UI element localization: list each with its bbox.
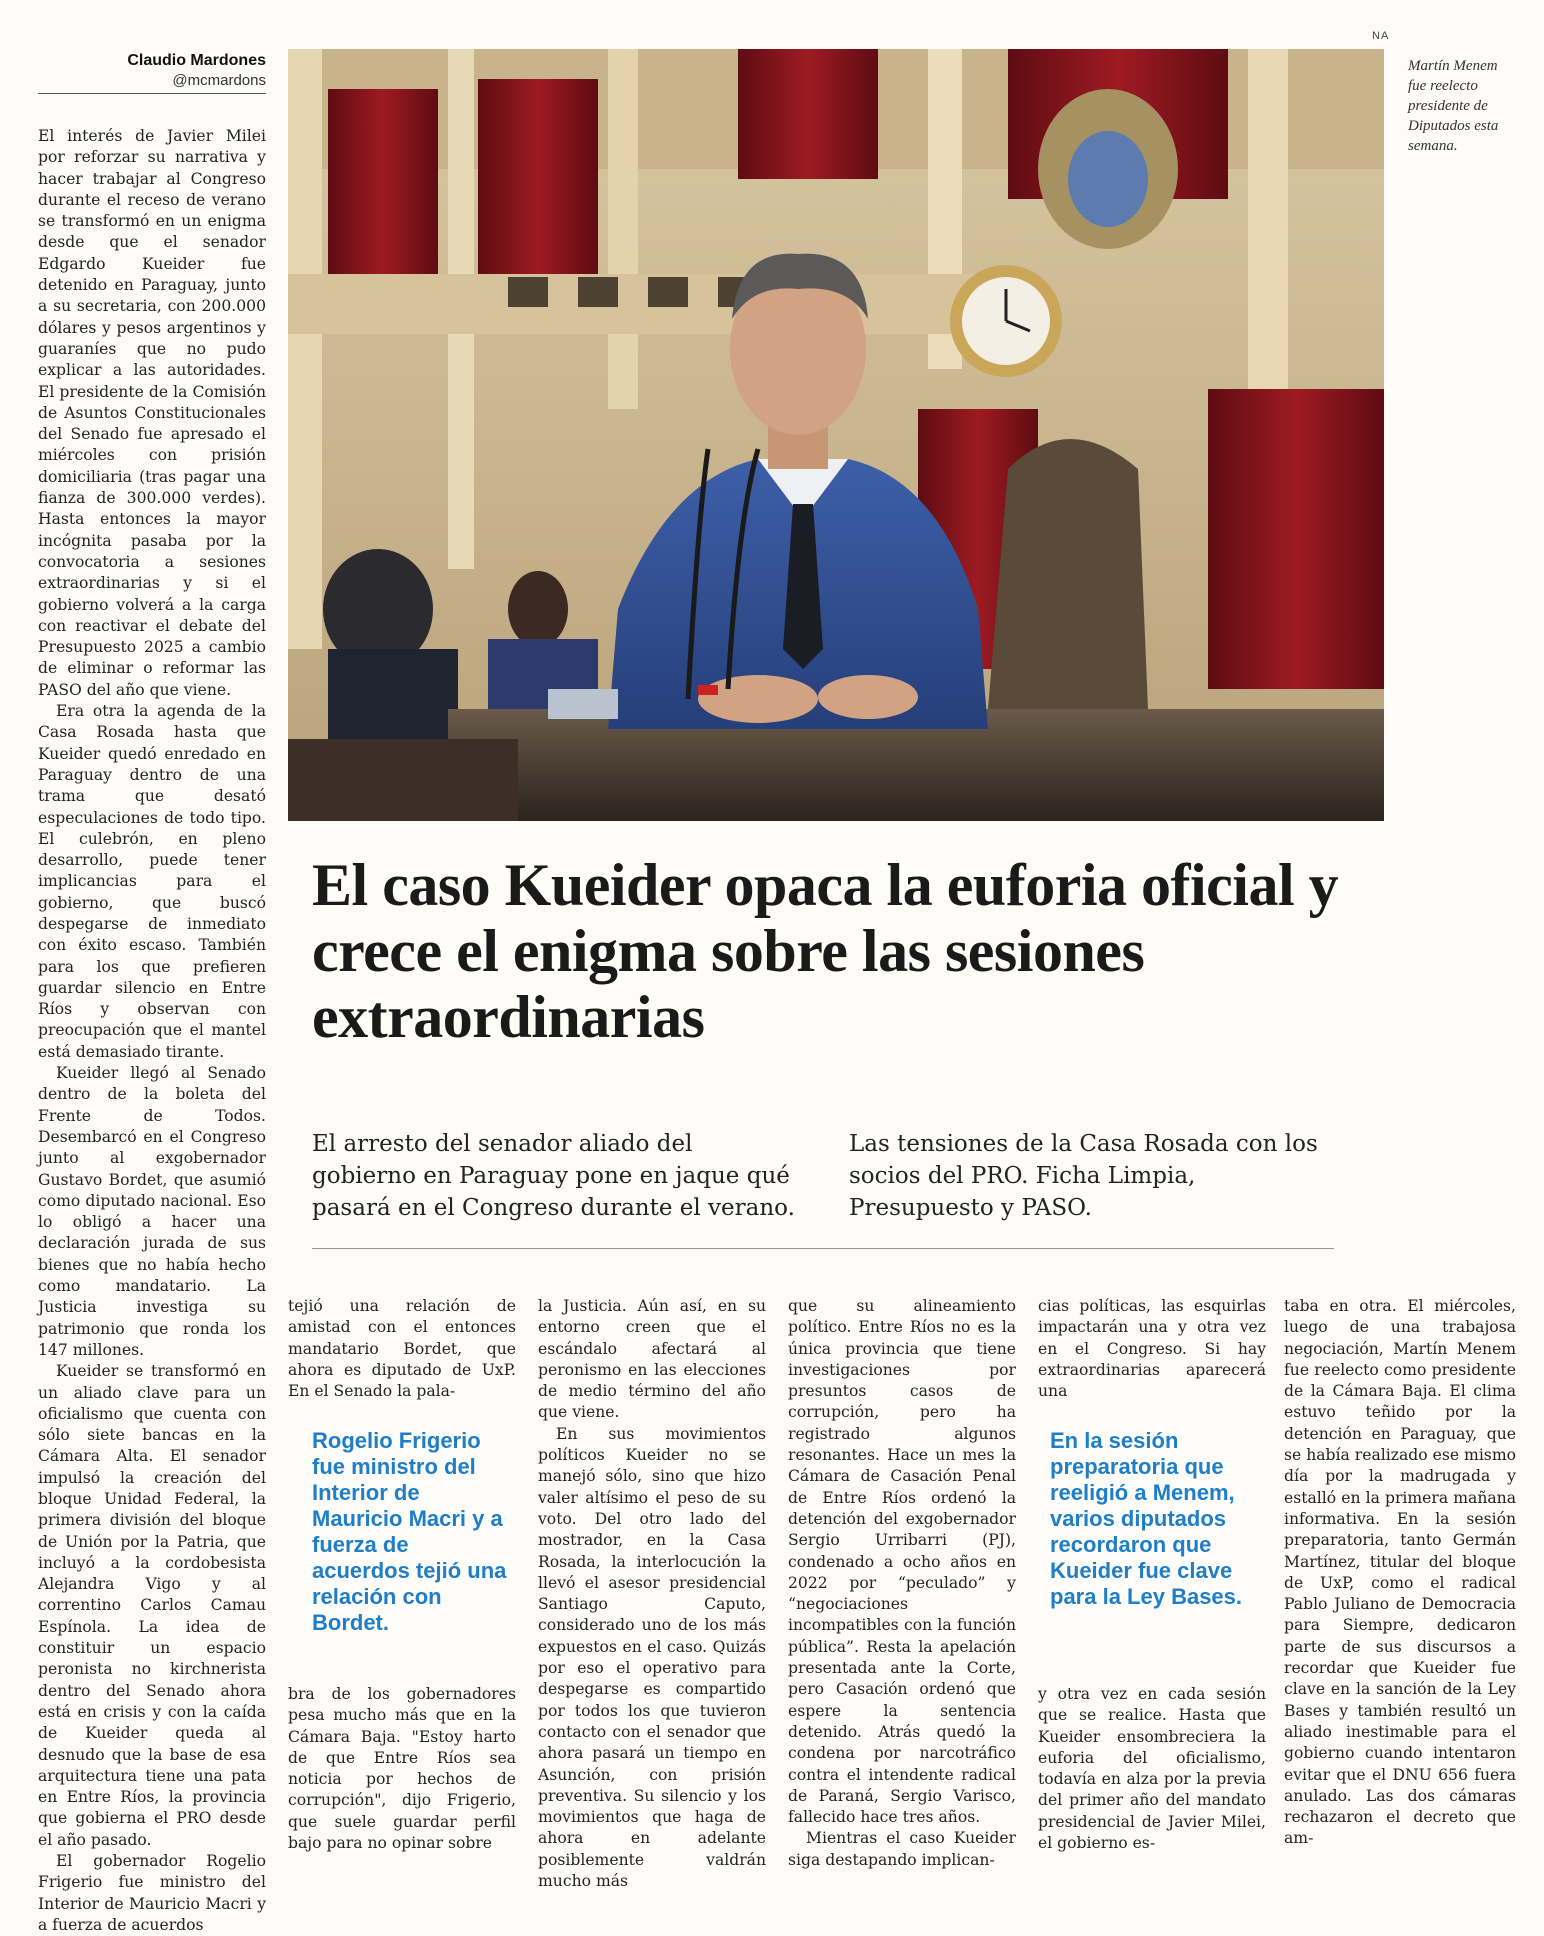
paragraph: que su alineamiento político. Entre Ríos no es la única provincia que tiene investigaciones por presuntos casos de corrupción, pero ha registrado algunos resonantes. Hace un mes la Cámara de Casación Penal de Entre Ríos ordenó la detención del exgobernador Sergio Urribarri (PJ), condenado a ocho años en 2022 por “peculado” y “negociaciones incompatibles con la función pública”. Resta la apelación presentada ante la Corte, pero Casación ordenó que espere la sentencia detenido. Atrás quedó la condena por narcotráfico contra el intendente radical de Paraná, Sergio Varisco, fallecido hace tres años. (788, 1297, 1016, 1827)
headline: El caso Kueider opaca la euforia oficial y crece el enigma sobre las sesiones extraordinarias (312, 852, 1339, 1050)
photo-caption: Martín Menem fue reelecto presidente de Diputados esta semana. (1408, 58, 1499, 154)
article-column-3 (538, 1296, 766, 1891)
paragraph: El interés de Javier Milei por reforzar su narrativa y hacer trabajar al Congreso durante el receso de verano se transformó en un enigma desde que el senador Edgardo Kueider fue detenido en Paraguay, junto a su secretaria, con 200.000 dólares y pesos argentinos y guaraníes que no pudo explicar a las autoridades. El presidente de la Comisión de Asuntos Constitucionales del Senado fue apresado el miércoles con prisión domiciliaria (tras pagar una fianza de 300.000 verdes). Hasta entonces la mayor incógnita pasaba por la convocatoria a sesiones extraordinarias y si el gobierno volverá a la carga con reactivar el debate del Presupuesto 2025 a cambio de eliminar o reformar las PASO del año que viene. (38, 127, 266, 699)
paragraph: taba en otra. El miércoles, luego de una trabajosa negociación, Martín Menem fue reelecto como presidente de la Cámara Baja. El clima estuvo teñido por la detención en Paraguay, que se había realizado ese mismo día por la madrugada y estalló en la primera mañana informativa. En la sesión preparatoria, tanto Germán Martínez, titular del bloque de UxP, como el radical Pablo Juliano de Democracia para Siempre, dedicaron parte de sus discursos a recordar que Kueider fue clave en la sanción de la Ley Bases y también resultó un aliado inestimable para el gobierno cuando intentaron evitar que el DNU 656 fuera anulado. Las dos cámaras rechazaron el decreto que am- (1284, 1297, 1516, 1848)
article-column-4 (788, 1296, 1016, 1874)
article-column-6 (1284, 1296, 1516, 1874)
deck-divider (312, 1248, 1334, 1249)
lead-photo (288, 49, 1384, 821)
paragraph: Mientras el caso Kueider siga destapando implican- (788, 1829, 1016, 1869)
paragraph: y otra vez en cada sesión que se realice. Hasta que Kueider ensombreciera la euforia del oficialismo, todavía en alza por la previa del primer año del mandato presidencial de Javier Milei, el gobierno es- (1038, 1685, 1266, 1853)
author-handle: @mcmardons (172, 72, 266, 89)
paragraph: Kueider se transformó en un aliado clave para un oficialismo que cuenta con sólo siete bancas en la Cámara Alta. El senador impulsó la creación del bloque Unidad Federal, la primera división del bloque de Unión por la Patria, que incluyó a la cordobesista Alejandra Vigo y al correntino Carlos Camau Espínola. La idea de constituir un espacio peronista no kirchnerista dentro del Senado ahora está en crisis y con la caída de Kueider queda al desnudo que la base de esa arquitectura tiene una pata en Entre Ríos, la provincia que gobierna el PRO desde el año pasado. (38, 1362, 266, 1849)
pull-quote: Rogelio Frigerio fue ministro del Interior de Mauricio Macri y a fuerza de acuerdos tejió una relación con Bordet. (312, 1428, 507, 1635)
pull-quote: En la sesión preparatoria que reeligió a Menem, varios diputados recordaron que Kueider fue clave para la Ley Bases. (1050, 1428, 1243, 1609)
paragraph: bra de los gobernadores pesa mucho más que en la Cámara Baja. "Estoy harto de que Entre Ríos sea noticia por hechos de corrupción", dijo Frigerio, que suele guardar perfil bajo para no opinar sobre (288, 1685, 516, 1853)
paragraph: En sus movimientos políticos Kueider no se manejó sólo, sino que hizo valer altísimo el peso de su voto. Del otro lado del mostrador, en la Casa Rosada, la interlocución la llevó el asesor presidencial Santiago Caputo, considerado uno de los más expuestos en el caso. Quizás por eso el operativo para despegarse es compartido por todos los que tuvieron contacto con el senador que ahora pasará un tiempo en Asunción, con prisión preventiva. Su silencio y los movimientos que haga de ahora en adelante posiblemente valdrán mucho más (538, 1424, 766, 1891)
article-column-2-continued (288, 1684, 516, 1874)
paragraph: la Justicia. Aún así, en su entorno creen que el escándalo afectará al peronismo en las elecciones de medio término del año que viene. (538, 1297, 766, 1422)
paragraph: tejió una relación de amistad con el entonces mandatario Bordet, que ahora es diputado de UxP. En el Senado la pala- (288, 1297, 516, 1401)
section-tag: NA (1372, 30, 1390, 42)
paragraph: cias políticas, las esquirlas impactarán una y otra vez en el Congreso. Si hay extraordinarias aparecerá una (1038, 1297, 1266, 1401)
photo-illustration (288, 49, 1384, 821)
article-column-5-continued (1038, 1684, 1266, 1874)
paragraph: El gobernador Rogelio Frigerio fue ministro del Interior de Mauricio Macri y a fuerza de acuerdos (38, 1852, 266, 1934)
paragraph: Era otra la agenda de la Casa Rosada hasta que Kueider quedó enredado en Paraguay dentro de una trama que desató especulaciones de todo tipo. El culebrón, en pleno desarrollo, puede tener implicancias para el gobierno, que buscó despegarse de inmediato con éxito escaso. También para los que prefieren guardar silencio en Entre Ríos y observan con preocupación que el mantel está demasiado tirante. (38, 702, 266, 1061)
byline-divider (38, 93, 266, 94)
author-name: Claudio Mardones (127, 52, 266, 69)
deck-summary: El arresto del senador aliado del gobierno en Paraguay pone en jaque qué pasará en el Congreso durante el verano. Las tensiones de la Casa Rosada con los socios del PRO. Ficha Limpia, Presupuesto y PASO. (312, 1131, 1318, 1221)
article-column-1 (38, 126, 266, 1934)
paragraph: Kueider llegó al Senado dentro de la boleta del Frente de Todos. Desembarcó en el Congreso junto al exgobernador Gustavo Bordet, que asumió como diputado nacional. Eso lo obligó a hacer una declaración jurada de sus bienes que no había hecho como mandatario. La Justicia investiga su patrimonio que ronda los 147 millones. (38, 1064, 266, 1359)
byline (38, 52, 266, 89)
